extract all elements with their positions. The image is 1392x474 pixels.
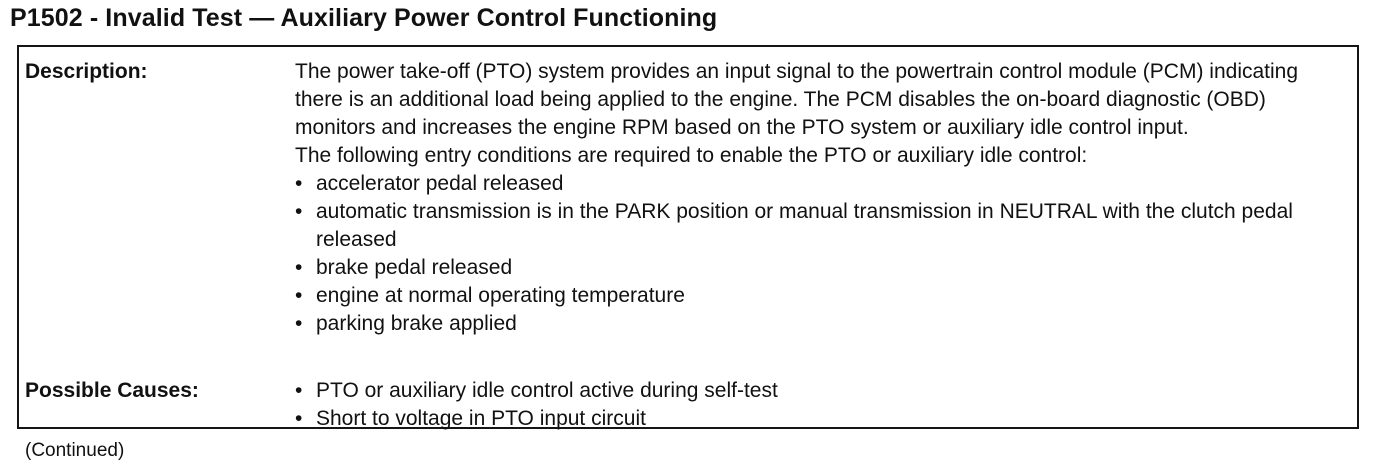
possible-causes-label: Possible Causes: [25, 379, 199, 402]
list-item-text: parking brake applied [316, 312, 517, 335]
bullet-icon: • [295, 256, 303, 279]
list-item [295, 198, 1329, 254]
list-item-text: brake pedal released [316, 256, 513, 279]
list-item [295, 170, 1329, 198]
dtc-info-table [17, 45, 1359, 429]
entry-conditions-intro: The following entry conditions are required to enable the PTO or auxiliary idle control: [295, 144, 1088, 167]
list-item-text: automatic transmission is in the PARK position or manual transmission in NEUTRAL with the clutch pedal released [316, 200, 1293, 251]
list-item [295, 405, 1329, 433]
description-paragraph: The power take-off (PTO) system provides an input signal to the powertrain control module (PCM) indicating there is an additional load being applied to the engine. The PCM disables the on-board diagnostic (OBD) monitors and increases the engine RPM based on the PTO system or auxiliary idle control input. [295, 60, 1299, 139]
continued-note: (Continued) [25, 440, 125, 461]
possible-causes-body [295, 377, 1329, 433]
page-title: P1502 - Invalid Test — Auxiliary Power Control Functioning [10, 4, 718, 32]
entry-conditions-list [295, 170, 1329, 338]
bullet-icon: • [295, 407, 303, 430]
list-item [295, 377, 1329, 405]
possible-causes-list [295, 377, 1329, 433]
bullet-icon: • [295, 172, 303, 195]
description-body [295, 58, 1329, 338]
list-item [295, 310, 1329, 338]
list-item [295, 254, 1329, 282]
bullet-icon: • [295, 312, 303, 335]
bullet-icon: • [295, 379, 303, 402]
list-item-text: Short to voltage in PTO input circuit [316, 407, 646, 430]
bullet-icon: • [295, 284, 303, 307]
description-label: Description: [25, 60, 148, 83]
list-item-text: PTO or auxiliary idle control active during self-test [316, 379, 778, 402]
list-item-text: engine at normal operating temperature [316, 284, 685, 307]
bullet-icon: • [295, 200, 303, 223]
list-item-text: accelerator pedal released [316, 172, 564, 195]
list-item [295, 282, 1329, 310]
